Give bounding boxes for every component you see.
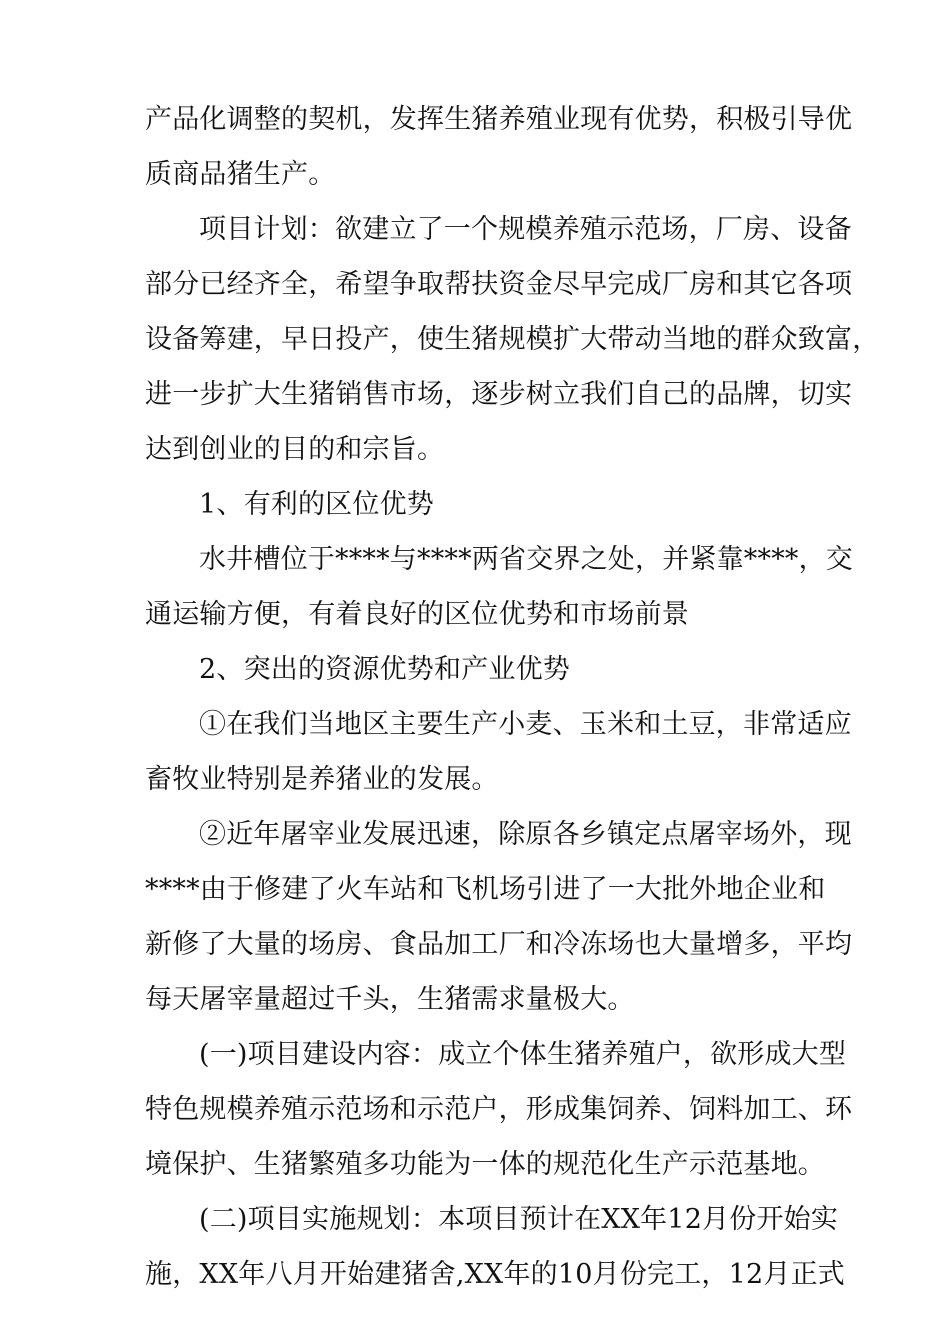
paragraph-construction-content: (一)项目建设内容：成立个体生猪养殖户，欲形成大型 (199, 1039, 847, 1070)
paragraph-location: 水井槽位于****与****两省交界之处，并紧靠****，交 (199, 544, 853, 575)
section-heading-resources: 2、突出的资源优势和产业优势 (199, 654, 570, 685)
text-line: ****由于修建了火车站和飞机场引进了一大批外地企业和 (145, 874, 826, 905)
text-line: 质商品猪生产。 (145, 159, 336, 190)
text-line: 畜牧业特别是养猪业的发展。 (145, 764, 499, 795)
text-line: 达到创业的目的和宗旨。 (145, 434, 445, 465)
text-line: 进一步扩大生猪销售市场，逐步树立我们自己的品牌，切实 (145, 379, 853, 410)
text-line: 特色规模养殖示范场和示范户，形成集饲养、饲料加工、环 (145, 1094, 853, 1125)
text-line: 设备筹建，早日投产，使生猪规模扩大带动当地的群众致富， (145, 324, 880, 355)
text-line: 产品化调整的契机，发挥生猪养殖业现有优势，积极引导优 (145, 104, 853, 135)
text-line: 每天屠宰量超过千头，生猪需求量极大。 (145, 984, 635, 1015)
text-line: 部分已经齐全，希望争取帮扶资金尽早完成厂房和其它各项 (145, 269, 853, 300)
document-body (145, 92, 880, 1302)
paragraph-project-plan: 项目计划：欲建立了一个规模养殖示范场，厂房、设备 (199, 214, 852, 245)
text-line: 新修了大量的场房、食品加工厂和冷冻场也大量增多，平均 (145, 929, 853, 960)
paragraph-resources-1: ①在我们当地区主要生产小麦、玉米和土豆，非常适应 (199, 709, 852, 740)
text-line: 通运输方便，有着良好的区位优势和市场前景 (145, 599, 689, 630)
text-line: 施，XX年八月开始建猪舍,XX年的10月份完工，12月正式 (145, 1259, 845, 1290)
paragraph-resources-2: ②近年屠宰业发展迅速，除原各乡镇定点屠宰场外，现 (199, 819, 852, 850)
text-line: 境保护、生猪繁殖多功能为一体的规范化生产示范基地。 (145, 1149, 825, 1180)
paragraph-implementation-plan: (二)项目实施规划：本项目预计在XX年12月份开始实 (199, 1204, 839, 1235)
section-heading-location: 1、有利的区位优势 (199, 489, 434, 520)
